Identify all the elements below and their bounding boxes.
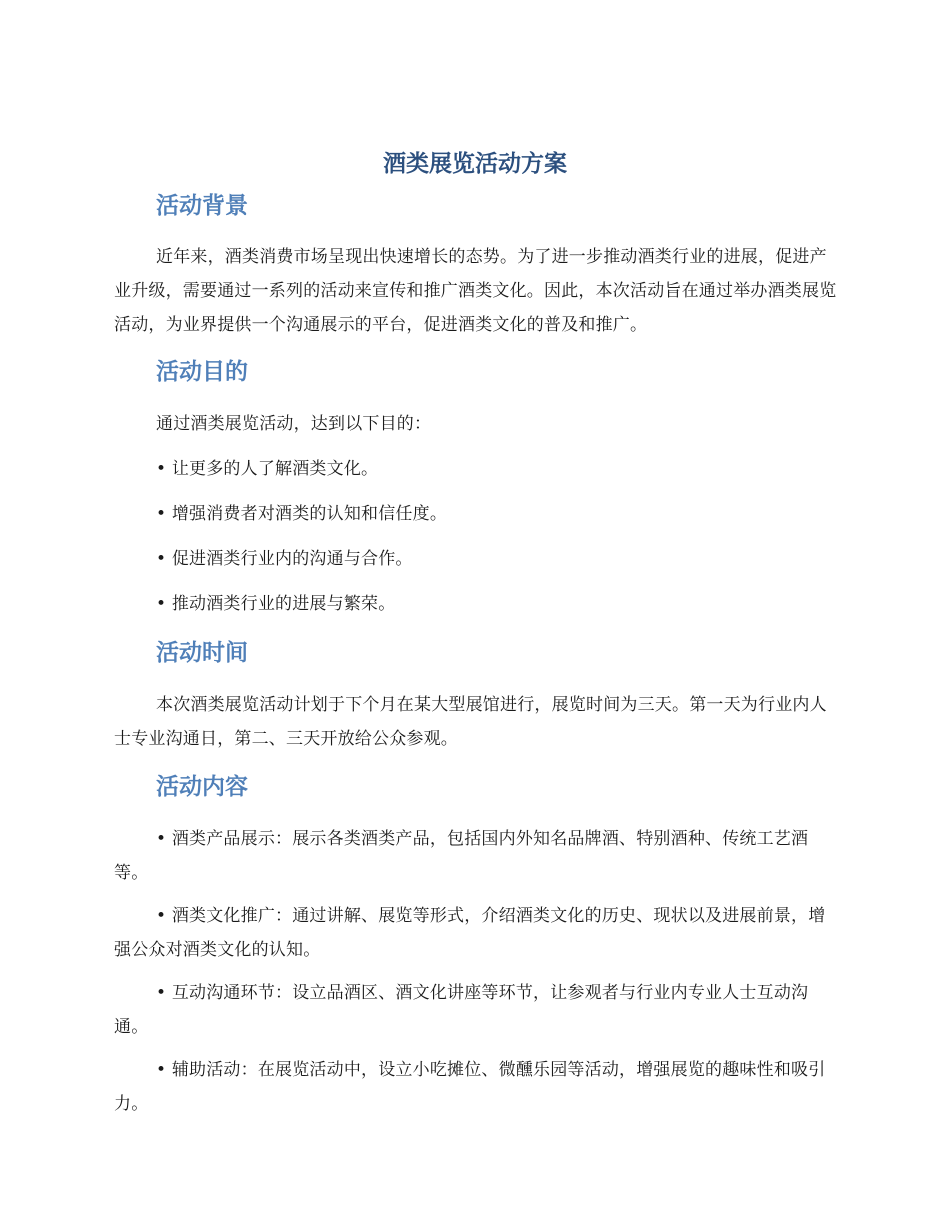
content-item-side-activities: • 辅助活动：在展览活动中，设立小吃摊位、微醺乐园等活动，增强展览的趣味性和吸引力。 (114, 1060, 826, 1114)
time-paragraph: 本次酒类展览活动计划于下个月在某大型展馆进行，展览时间为三天。第一天为行业内人士专业沟通日，第二、三天开放给公众参观。 (114, 695, 827, 749)
section-heading-content: 活动内容 (156, 774, 248, 800)
document-title: 酒类展览活动方案 (383, 151, 567, 177)
section-heading-time: 活动时间 (156, 640, 248, 666)
purpose-bullet: • 推动酒类行业的进展与繁荣。 (156, 594, 396, 614)
section-heading-purpose: 活动目的 (156, 359, 248, 385)
background-paragraph: 近年来，酒类消费市场呈现出快速增长的态势。为了进一步推动酒类行业的进展，促进产业升级，需要通过一系列的活动来宣传和推广酒类文化。因此，本次活动旨在通过举办酒类展览活动，为业界提供一个沟通展示的平台，促进酒类文化的普及和推广。 (114, 247, 837, 335)
purpose-bullet: • 增强消费者对酒类的认知和信任度。 (156, 504, 448, 524)
purpose-bullet: • 促进酒类行业内的沟通与合作。 (156, 549, 413, 569)
content-item-products: • 酒类产品展示：展示各类酒类产品，包括国内外知名品牌酒、特别酒种、传统工艺酒等。 (114, 829, 809, 883)
purpose-intro: 通过酒类展览活动，达到以下目的： (156, 414, 432, 434)
content-item-interaction: • 互动沟通环节：设立品酒区、酒文化讲座等环节，让参观者与行业内专业人士互动沟通。 (114, 983, 809, 1037)
content-item-culture: • 酒类文化推广：通过讲解、展览等形式，介绍酒类文化的历史、现状以及进展前景，增强公众对酒类文化的认知。 (114, 906, 826, 960)
purpose-bullet: • 让更多的人了解酒类文化。 (156, 459, 379, 479)
section-heading-background: 活动背景 (156, 193, 248, 219)
